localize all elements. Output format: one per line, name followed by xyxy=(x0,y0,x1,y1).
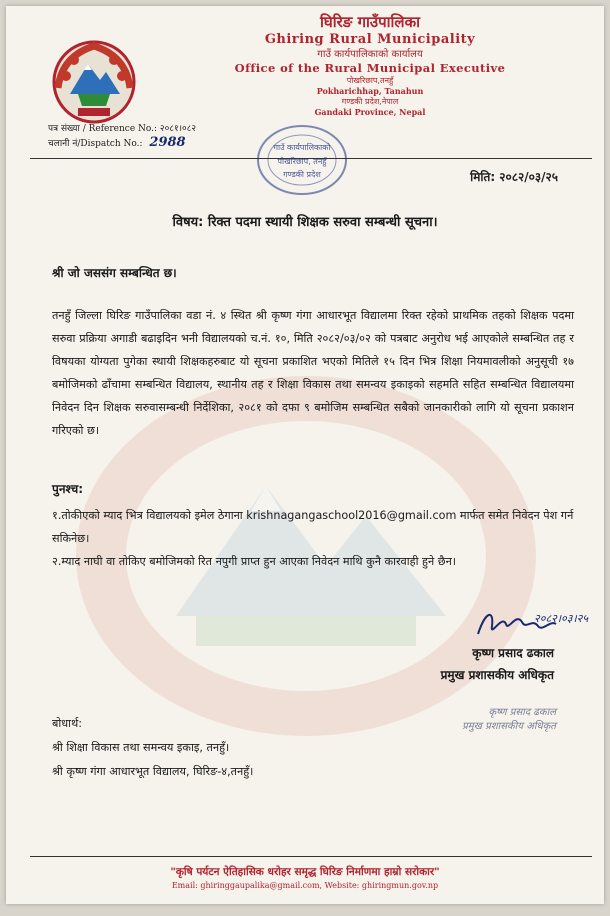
municipality-name-np: घिरिङ गाउँपालिका xyxy=(320,13,420,31)
postscript-item: १.तोकीएको म्याद भित्र विद्यालयको इमेल ठेगाना krishnagangaschool2016@gmail.com मार्फत समेत निवेदन पेश गर्न सकिनेछ। xyxy=(52,509,574,545)
stamp-signatory-title: प्रमुख प्रशासकीय अधिकृत xyxy=(462,721,556,732)
office-stamp-icon xyxy=(254,116,350,196)
footer-contact: Email: ghiringgaupalika@gmail.com, Website: ghiringmun.gov.np xyxy=(171,881,439,890)
postscript-item: २.म्याद नाघी वा तोकिए बमोजिमको रित नपुगी प्राप्त हुन आएका निवेदन माथि कुनै कारवाही हुने छैन। xyxy=(52,555,457,568)
municipality-name-en: Ghiring Rural Municipality xyxy=(264,32,476,47)
letterhead xyxy=(146,12,594,118)
letter-page xyxy=(6,6,604,904)
salutation: श्री जो जससंग सम्बन्धित छ। xyxy=(52,266,177,280)
signatory-block xyxy=(441,642,554,686)
office-name-np: गाउँ कार्यपालिकाको कार्यालय xyxy=(317,49,423,60)
cc-item: श्री कृष्ण गंगा आधारभूत विद्यालय, घिरिङ-४,तनहुँ। xyxy=(52,765,254,778)
province-en: Gandaki Province, Nepal xyxy=(314,107,426,117)
signatory-title: प्रमुख प्रशासकीय अधिकृत xyxy=(440,668,554,682)
nepal-emblem-logo xyxy=(48,36,140,128)
handwritten-signature xyxy=(472,604,592,644)
footer-slogan: "कृषि पर्यटन ऐतिहासिक धरोहर समृद्ध घिरिङ निर्माणमा हाम्रो सरोकार" xyxy=(170,866,440,878)
cc-title: बोधार्थ: xyxy=(52,717,82,730)
office-name-en: Office of the Rural Municipal Executive xyxy=(234,61,506,75)
reference-number: २०८१।०८२ xyxy=(159,124,197,134)
address-np: पोखरिछाप,तनहुँ xyxy=(346,76,394,85)
stamp-line2: पोखरिछाप, तनहुँ xyxy=(277,157,327,166)
dispatch-number: 2988 xyxy=(149,135,186,150)
postscript-list xyxy=(52,504,574,573)
stamp-line1: गाउँ कार्यपालिकाको xyxy=(273,143,331,152)
stamp-signatory-name: कृष्ण प्रसाद ढकाल xyxy=(488,707,556,718)
letter-footer xyxy=(6,864,604,892)
cc-item: श्री शिक्षा विकास तथा समन्वय इकाइ, तनहुँ। xyxy=(52,741,230,754)
postscript-title: पुनश्च: xyxy=(52,482,83,496)
address-en: Pokharichhap, Tanahun xyxy=(316,86,424,96)
province-np: गण्डकी प्रदेश,नेपाल xyxy=(341,97,399,106)
stamp-line3: गण्डकी प्रदेश xyxy=(283,170,321,179)
cc-block xyxy=(52,712,253,784)
signatory-name: कृष्ण प्रसाद ढकाल xyxy=(472,646,554,660)
footer-divider xyxy=(30,856,592,857)
reference-block xyxy=(48,123,196,151)
header-divider xyxy=(30,158,592,159)
letter-body: तनहुँ जिल्ला घिरिङ गाउँपालिका वडा नं. ४ स्थित श्री कृष्ण गंगा आधारभूत विद्यालमा रिक्त रहेको प्राथमिक तहको शिक्षक पदमा सरुवा प्रक्रिया अगाडी बढाइदिन भनी विद्यालयको च.नं. १०, मिति २०८२/०३/०२ को पत्रबाट अनुरोध भई आएकोले सम्बन्धित तह र विषयका योग्यता पुगेका स्थायी शिक्षकहरुबाट यो सूचना प्रकाशित भएको मितिले १५ दिन भित्र शिक्षा नियमावलीको अनुसूची १७ बमोजिमको ढाँचामा सम्बन्धित विद्यालय, स्थानीय तह र शिक्षा विकास तथा समन्वय इकाइको सहमति सहित सम्बन्धित विद्यालयमा निवेदन दिन शिक्षक सरुवासम्बन्धी निर्देशिका, २०८१ को दफा ९ बमोजिम सम्बन्धित सबैको जानकारीको लागि यो सूचना प्रकाशन गरिएको छ। xyxy=(52,309,574,437)
reference-label: पत्र संख्या / Reference No.: xyxy=(48,124,158,134)
dispatch-label: चलानी नं/Dispatch No.: xyxy=(48,139,143,149)
letter-date: मिति: २०८२/०३/२५ xyxy=(470,170,558,184)
letter-subject: विषय: रिक्त पदमा स्थायी शिक्षक सरुवा सम्बन्धी सूचना। xyxy=(172,215,438,230)
name-stamp xyxy=(462,706,556,734)
signature-date: २०८२।०३।२५ xyxy=(534,612,589,625)
